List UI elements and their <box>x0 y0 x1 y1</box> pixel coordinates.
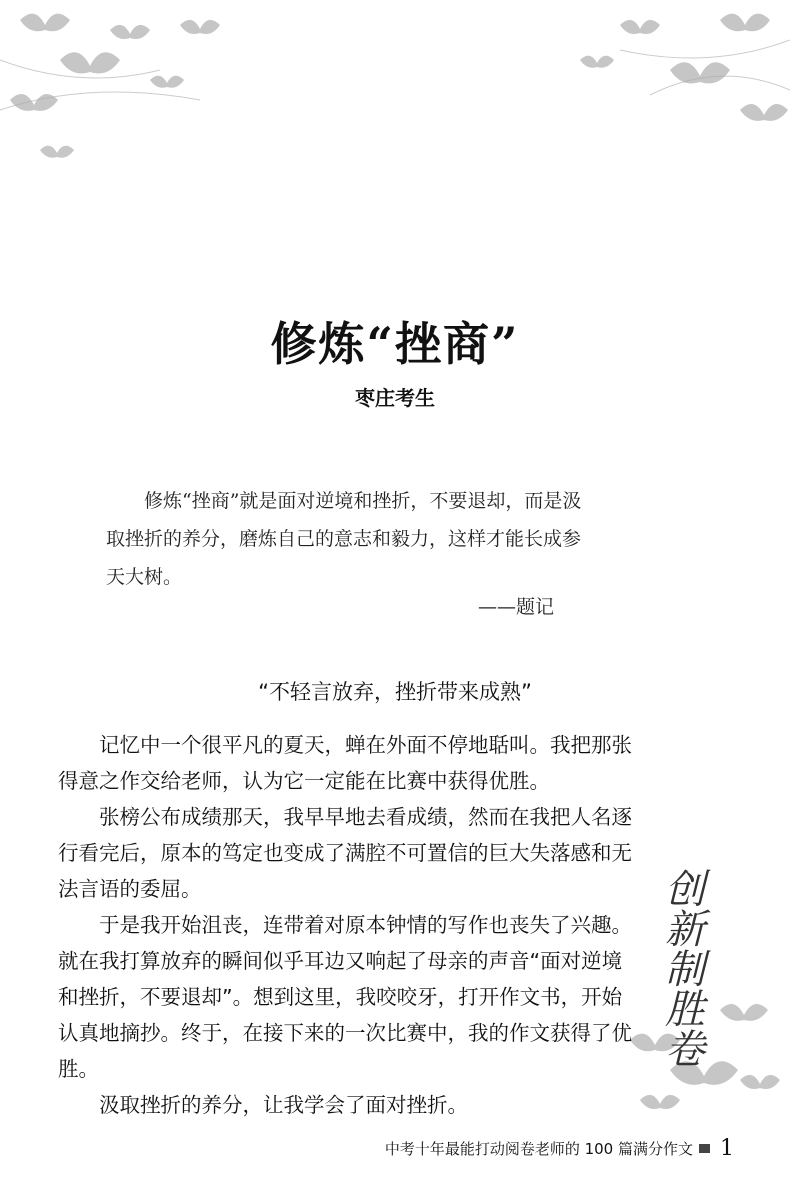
section-subtitle: “不轻言放弃，挫折带来成熟” <box>258 680 532 704</box>
body-paragraph: 张榜公布成绩那天，我早早地去看成绩，然而在我把人名逐行看完后，原本的笃定也变成了满腔不可置信的巨大失落感和无法言语的委屈。 <box>58 805 632 901</box>
side-label-char: 新 <box>665 907 705 953</box>
body-paragraph: 汲取挫折的养分，让我学会了面对挫折。 <box>99 1093 468 1117</box>
article-title: 修炼“挫商” <box>270 317 520 371</box>
epigraph-signature: ——题记 <box>477 596 554 618</box>
page-number: 1 <box>720 1136 734 1161</box>
body-paragraph: 于是我开始沮丧，连带着对原本钟情的写作也丧失了兴趣。就在我打算放弃的瞬间似乎耳边又响起了母亲的声音“面对逆境和挫折，不要退却”。想到这里，我咬咬牙，打开作文书，开始认真地摘抄。终于，在接下来的一次比赛中，我的作文获得了优胜。 <box>58 913 632 1081</box>
side-label-char: 制 <box>665 947 705 993</box>
body-paragraph: 记忆中一个很平凡的夏天，蝉在外面不停地聒叫。我把那张得意之作交给老师，认为它一定能在比赛中获得优胜。 <box>58 733 632 793</box>
article-author: 枣庄考生 <box>355 386 435 410</box>
footer-book-title: 中考十年最能打动阅卷老师的 100 篇满分作文 <box>384 1140 693 1158</box>
butterfly-decoration-top-left <box>0 0 260 200</box>
article-body <box>58 727 638 1123</box>
section-side-label <box>655 867 715 1073</box>
side-label-char: 胜 <box>665 987 705 1033</box>
epigraph <box>106 482 586 596</box>
footer-square-icon <box>699 1144 710 1153</box>
epigraph-text: 修炼“挫商”就是面对逆境和挫折，不要退却，而是汲取挫折的养分，磨炼自己的意志和毅力，这样才能长成参天大树。 <box>106 490 582 588</box>
side-label-char: 创 <box>665 867 705 913</box>
butterfly-decoration-top-right <box>560 0 790 170</box>
side-label-char: 卷 <box>665 1027 705 1073</box>
page-footer <box>385 1136 734 1161</box>
